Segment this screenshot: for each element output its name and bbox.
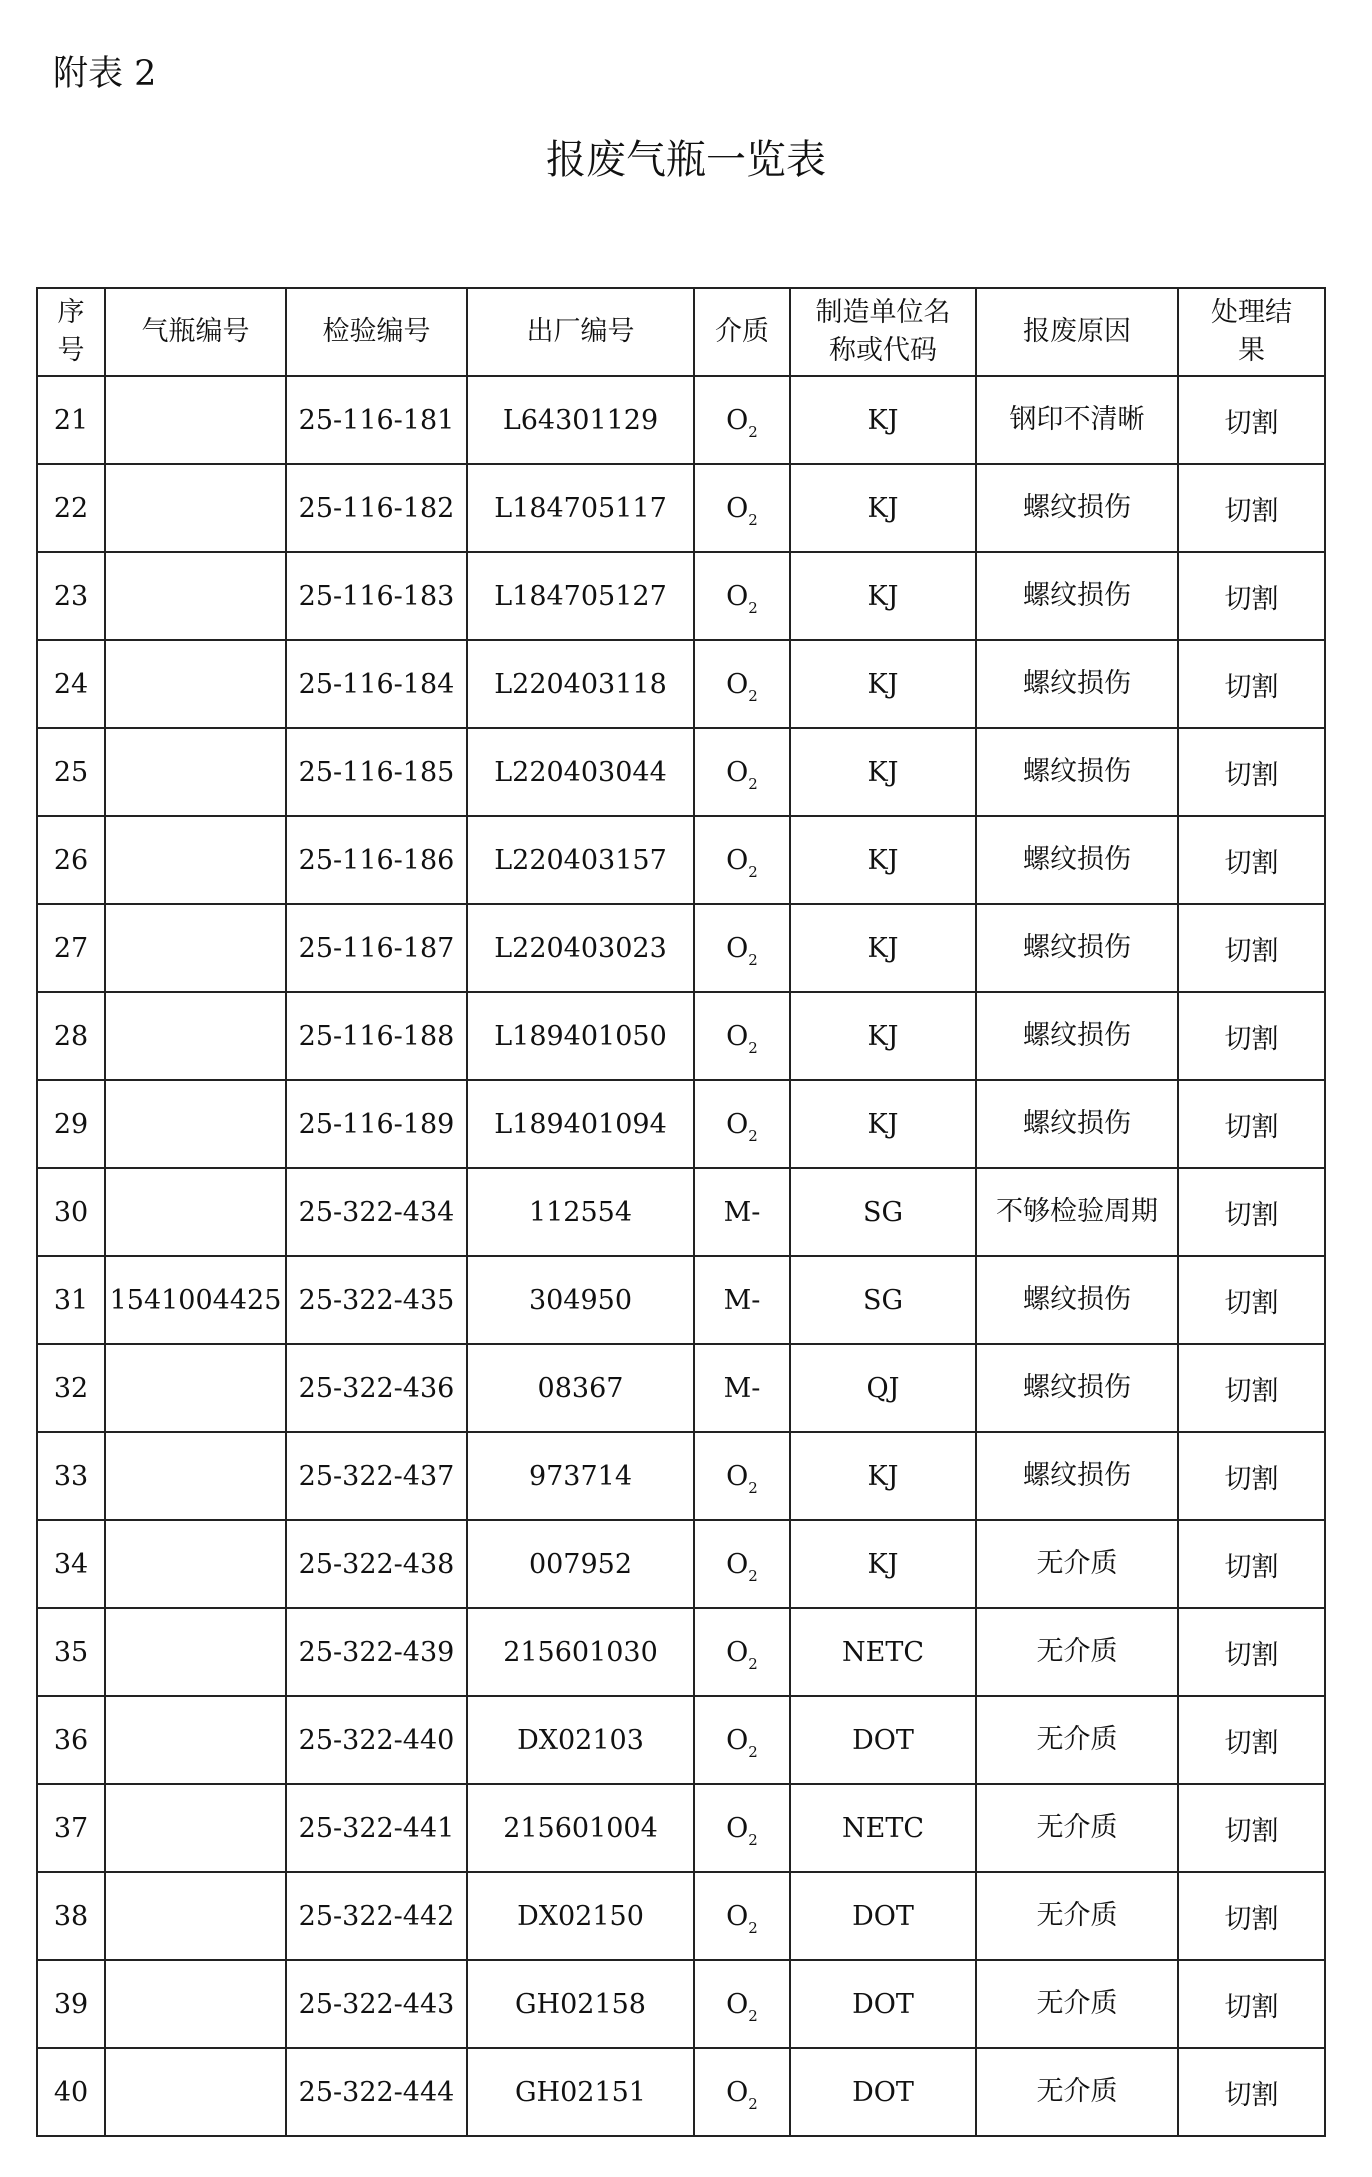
scrap-reason-cell: 螺纹损伤 bbox=[976, 1256, 1178, 1344]
result-cell: 切割 bbox=[1178, 552, 1325, 640]
factory-no-cell: L189401094 bbox=[467, 1080, 694, 1168]
inspection-no-cell: 25-322-443 bbox=[286, 1960, 467, 2048]
col-manufacturer-header: 制造单位名称或代码 bbox=[790, 288, 976, 376]
seq-cell: 24 bbox=[37, 640, 105, 728]
medium-cell bbox=[694, 2048, 790, 2136]
scrap-reason-cell: 螺纹损伤 bbox=[976, 816, 1178, 904]
scrap-reason-cell: 无介质 bbox=[976, 1784, 1178, 1872]
medium-text: O bbox=[726, 404, 749, 436]
medium-cell bbox=[694, 1256, 790, 1344]
scrap-reason-cell: 螺纹损伤 bbox=[976, 464, 1178, 552]
col-cylinder-no-header: 气瓶编号 bbox=[105, 288, 286, 376]
scrapped-cylinders-table bbox=[36, 287, 1326, 2137]
cylinder-no-cell bbox=[105, 1344, 286, 1432]
inspection-no-cell: 25-322-444 bbox=[286, 2048, 467, 2136]
table-header-row bbox=[37, 288, 1325, 376]
table-row bbox=[37, 816, 1325, 904]
cylinder-no-cell bbox=[105, 1608, 286, 1696]
cylinder-no-cell bbox=[105, 1960, 286, 2048]
medium-cell bbox=[694, 1080, 790, 1168]
scrap-reason-cell: 无介质 bbox=[976, 1872, 1178, 1960]
seq-cell: 32 bbox=[37, 1344, 105, 1432]
cylinder-no-cell bbox=[105, 1432, 286, 1520]
medium-subscript: 2 bbox=[748, 510, 758, 529]
cylinder-no-cell bbox=[105, 1872, 286, 1960]
medium-cell bbox=[694, 904, 790, 992]
inspection-no-cell: 25-322-436 bbox=[286, 1344, 467, 1432]
medium-text: O bbox=[726, 2076, 749, 2108]
medium-cell bbox=[694, 552, 790, 640]
medium-cell bbox=[694, 816, 790, 904]
manufacturer-cell: KJ bbox=[790, 992, 976, 1080]
factory-no-cell: 112554 bbox=[467, 1168, 694, 1256]
manufacturer-cell: NETC bbox=[790, 1608, 976, 1696]
result-cell: 切割 bbox=[1178, 992, 1325, 1080]
inspection-no-cell: 25-116-181 bbox=[286, 376, 467, 464]
medium-subscript: 2 bbox=[748, 950, 758, 969]
factory-no-cell: GH02158 bbox=[467, 1960, 694, 2048]
scrap-reason-cell: 螺纹损伤 bbox=[976, 552, 1178, 640]
result-cell: 切割 bbox=[1178, 1608, 1325, 1696]
medium-subscript: 2 bbox=[748, 774, 758, 793]
table-row bbox=[37, 552, 1325, 640]
medium-subscript: 2 bbox=[748, 1654, 758, 1673]
scrap-reason-cell: 螺纹损伤 bbox=[976, 992, 1178, 1080]
inspection-no-cell: 25-322-435 bbox=[286, 1256, 467, 1344]
table-row bbox=[37, 464, 1325, 552]
medium-text: M- bbox=[723, 1372, 761, 1404]
medium-cell bbox=[694, 728, 790, 816]
scrap-reason-cell: 无介质 bbox=[976, 1960, 1178, 2048]
scrap-reason-cell: 螺纹损伤 bbox=[976, 1344, 1178, 1432]
medium-subscript: 2 bbox=[748, 1478, 758, 1497]
inspection-no-cell: 25-116-188 bbox=[286, 992, 467, 1080]
factory-no-cell: L220403157 bbox=[467, 816, 694, 904]
medium-cell bbox=[694, 1344, 790, 1432]
medium-text: O bbox=[726, 1460, 749, 1492]
medium-text: O bbox=[726, 1548, 749, 1580]
manufacturer-cell: KJ bbox=[790, 816, 976, 904]
table-row bbox=[37, 1344, 1325, 1432]
manufacturer-cell: NETC bbox=[790, 1784, 976, 1872]
medium-cell bbox=[694, 376, 790, 464]
scrap-reason-cell: 螺纹损伤 bbox=[976, 904, 1178, 992]
result-cell: 切割 bbox=[1178, 1168, 1325, 1256]
medium-cell bbox=[694, 1168, 790, 1256]
inspection-no-cell: 25-322-434 bbox=[286, 1168, 467, 1256]
scrap-reason-cell: 螺纹损伤 bbox=[976, 640, 1178, 728]
factory-no-cell: 08367 bbox=[467, 1344, 694, 1432]
medium-subscript: 2 bbox=[748, 1830, 758, 1849]
seq-cell: 36 bbox=[37, 1696, 105, 1784]
result-cell: 切割 bbox=[1178, 1872, 1325, 1960]
medium-cell bbox=[694, 1608, 790, 1696]
manufacturer-cell: QJ bbox=[790, 1344, 976, 1432]
medium-subscript: 2 bbox=[748, 1566, 758, 1585]
result-cell: 切割 bbox=[1178, 1784, 1325, 1872]
factory-no-cell: L220403044 bbox=[467, 728, 694, 816]
appendix-label: 附表 2 bbox=[53, 54, 157, 94]
scrap-reason-cell: 钢印不清晰 bbox=[976, 376, 1178, 464]
seq-cell: 39 bbox=[37, 1960, 105, 2048]
medium-text: O bbox=[726, 1724, 749, 1756]
table-row bbox=[37, 2048, 1325, 2136]
factory-no-cell: L189401050 bbox=[467, 992, 694, 1080]
seq-cell: 22 bbox=[37, 464, 105, 552]
table-row bbox=[37, 904, 1325, 992]
manufacturer-cell: DOT bbox=[790, 2048, 976, 2136]
table-row bbox=[37, 1608, 1325, 1696]
scrap-reason-cell: 不够检验周期 bbox=[976, 1168, 1178, 1256]
factory-no-cell: DX02150 bbox=[467, 1872, 694, 1960]
medium-text: O bbox=[726, 1988, 749, 2020]
inspection-no-cell: 25-116-189 bbox=[286, 1080, 467, 1168]
manufacturer-cell: KJ bbox=[790, 464, 976, 552]
medium-cell bbox=[694, 992, 790, 1080]
medium-text: O bbox=[726, 580, 749, 612]
result-cell: 切割 bbox=[1178, 1256, 1325, 1344]
cylinder-no-cell bbox=[105, 1520, 286, 1608]
scrap-reason-cell: 螺纹损伤 bbox=[976, 1432, 1178, 1520]
medium-cell bbox=[694, 1872, 790, 1960]
seq-cell: 23 bbox=[37, 552, 105, 640]
cylinder-no-cell bbox=[105, 1784, 286, 1872]
result-cell: 切割 bbox=[1178, 640, 1325, 728]
manufacturer-cell: KJ bbox=[790, 904, 976, 992]
seq-cell: 30 bbox=[37, 1168, 105, 1256]
medium-text: O bbox=[726, 844, 749, 876]
factory-no-cell: L220403023 bbox=[467, 904, 694, 992]
table-row bbox=[37, 1520, 1325, 1608]
result-cell: 切割 bbox=[1178, 1344, 1325, 1432]
medium-cell bbox=[694, 640, 790, 728]
medium-text: O bbox=[726, 1900, 749, 1932]
inspection-no-cell: 25-322-437 bbox=[286, 1432, 467, 1520]
medium-text: M- bbox=[723, 1196, 761, 1228]
inspection-no-cell: 25-116-183 bbox=[286, 552, 467, 640]
medium-cell bbox=[694, 1960, 790, 2048]
inspection-no-cell: 25-116-186 bbox=[286, 816, 467, 904]
table-row bbox=[37, 1784, 1325, 1872]
medium-text: O bbox=[726, 668, 749, 700]
factory-no-cell: GH02151 bbox=[467, 2048, 694, 2136]
cylinder-no-cell: 1541004425 bbox=[105, 1256, 286, 1344]
seq-cell: 33 bbox=[37, 1432, 105, 1520]
seq-cell: 34 bbox=[37, 1520, 105, 1608]
seq-cell: 35 bbox=[37, 1608, 105, 1696]
table-row bbox=[37, 1256, 1325, 1344]
inspection-no-cell: 25-116-187 bbox=[286, 904, 467, 992]
medium-subscript: 2 bbox=[748, 1918, 758, 1937]
seq-cell: 38 bbox=[37, 1872, 105, 1960]
result-cell: 切割 bbox=[1178, 464, 1325, 552]
medium-cell bbox=[694, 1432, 790, 1520]
table-row bbox=[37, 992, 1325, 1080]
factory-no-cell: L184705127 bbox=[467, 552, 694, 640]
inspection-no-cell: 25-116-182 bbox=[286, 464, 467, 552]
result-cell: 切割 bbox=[1178, 1432, 1325, 1520]
manufacturer-cell: KJ bbox=[790, 552, 976, 640]
scrap-reason-cell: 无介质 bbox=[976, 1696, 1178, 1784]
col-factory-no-header: 出厂编号 bbox=[467, 288, 694, 376]
seq-cell: 26 bbox=[37, 816, 105, 904]
medium-text: O bbox=[726, 1108, 749, 1140]
result-cell: 切割 bbox=[1178, 376, 1325, 464]
scrap-reason-cell: 螺纹损伤 bbox=[976, 1080, 1178, 1168]
result-cell: 切割 bbox=[1178, 728, 1325, 816]
cylinder-no-cell bbox=[105, 1168, 286, 1256]
factory-no-cell: 973714 bbox=[467, 1432, 694, 1520]
table-row bbox=[37, 1696, 1325, 1784]
cylinder-no-cell bbox=[105, 728, 286, 816]
medium-text: O bbox=[726, 1636, 749, 1668]
manufacturer-cell: KJ bbox=[790, 1432, 976, 1520]
table-row bbox=[37, 1872, 1325, 1960]
col-medium-header: 介质 bbox=[694, 288, 790, 376]
page-title: 报废气瓶一览表 bbox=[546, 137, 826, 183]
factory-no-cell: L184705117 bbox=[467, 464, 694, 552]
factory-no-cell: L64301129 bbox=[467, 376, 694, 464]
result-cell: 切割 bbox=[1178, 1520, 1325, 1608]
col-result-header: 处理结果 bbox=[1178, 288, 1325, 376]
seq-cell: 37 bbox=[37, 1784, 105, 1872]
table-row bbox=[37, 640, 1325, 728]
table-row bbox=[37, 1960, 1325, 2048]
inspection-no-cell: 25-322-442 bbox=[286, 1872, 467, 1960]
manufacturer-cell: KJ bbox=[790, 728, 976, 816]
factory-no-cell: L220403118 bbox=[467, 640, 694, 728]
medium-cell bbox=[694, 1520, 790, 1608]
col-inspection-no-header: 检验编号 bbox=[286, 288, 467, 376]
seq-cell: 40 bbox=[37, 2048, 105, 2136]
seq-cell: 21 bbox=[37, 376, 105, 464]
factory-no-cell: DX02103 bbox=[467, 1696, 694, 1784]
inspection-no-cell: 25-116-184 bbox=[286, 640, 467, 728]
cylinder-no-cell bbox=[105, 640, 286, 728]
manufacturer-cell: KJ bbox=[790, 1520, 976, 1608]
medium-subscript: 2 bbox=[748, 1038, 758, 1057]
table-row bbox=[37, 1080, 1325, 1168]
scrap-reason-cell: 无介质 bbox=[976, 1520, 1178, 1608]
medium-subscript: 2 bbox=[748, 1742, 758, 1761]
cylinder-no-cell bbox=[105, 552, 286, 640]
medium-subscript: 2 bbox=[748, 2006, 758, 2025]
result-cell: 切割 bbox=[1178, 2048, 1325, 2136]
manufacturer-cell: DOT bbox=[790, 1960, 976, 2048]
table-row bbox=[37, 728, 1325, 816]
result-cell: 切割 bbox=[1178, 816, 1325, 904]
medium-subscript: 2 bbox=[748, 422, 758, 441]
medium-subscript: 2 bbox=[748, 2094, 758, 2113]
medium-text: O bbox=[726, 1812, 749, 1844]
medium-text: O bbox=[726, 492, 749, 524]
manufacturer-cell: DOT bbox=[790, 1872, 976, 1960]
factory-no-cell: 215601004 bbox=[467, 1784, 694, 1872]
inspection-no-cell: 25-322-438 bbox=[286, 1520, 467, 1608]
scrap-reason-cell: 无介质 bbox=[976, 1608, 1178, 1696]
cylinder-no-cell bbox=[105, 2048, 286, 2136]
cylinder-no-cell bbox=[105, 376, 286, 464]
seq-cell: 28 bbox=[37, 992, 105, 1080]
factory-no-cell: 215601030 bbox=[467, 1608, 694, 1696]
manufacturer-cell: KJ bbox=[790, 376, 976, 464]
cylinder-no-cell bbox=[105, 904, 286, 992]
result-cell: 切割 bbox=[1178, 904, 1325, 992]
inspection-no-cell: 25-322-439 bbox=[286, 1608, 467, 1696]
table-row bbox=[37, 1432, 1325, 1520]
medium-text: O bbox=[726, 932, 749, 964]
result-cell: 切割 bbox=[1178, 1080, 1325, 1168]
cylinder-no-cell bbox=[105, 992, 286, 1080]
inspection-no-cell: 25-116-185 bbox=[286, 728, 467, 816]
table-row bbox=[37, 1168, 1325, 1256]
manufacturer-cell: SG bbox=[790, 1168, 976, 1256]
seq-cell: 29 bbox=[37, 1080, 105, 1168]
manufacturer-cell: KJ bbox=[790, 1080, 976, 1168]
medium-cell bbox=[694, 1784, 790, 1872]
seq-cell: 25 bbox=[37, 728, 105, 816]
medium-text: M- bbox=[723, 1284, 761, 1316]
manufacturer-cell: SG bbox=[790, 1256, 976, 1344]
medium-subscript: 2 bbox=[748, 686, 758, 705]
scrap-reason-cell: 螺纹损伤 bbox=[976, 728, 1178, 816]
cylinder-no-cell bbox=[105, 464, 286, 552]
result-cell: 切割 bbox=[1178, 1696, 1325, 1784]
medium-text: O bbox=[726, 1020, 749, 1052]
seq-cell: 27 bbox=[37, 904, 105, 992]
inspection-no-cell: 25-322-440 bbox=[286, 1696, 467, 1784]
medium-cell bbox=[694, 464, 790, 552]
scrap-reason-cell: 无介质 bbox=[976, 2048, 1178, 2136]
medium-text: O bbox=[726, 756, 749, 788]
inspection-no-cell: 25-322-441 bbox=[286, 1784, 467, 1872]
col-scrap-reason-header: 报废原因 bbox=[976, 288, 1178, 376]
medium-subscript: 2 bbox=[748, 1126, 758, 1145]
cylinder-no-cell bbox=[105, 1080, 286, 1168]
seq-cell: 31 bbox=[37, 1256, 105, 1344]
factory-no-cell: 304950 bbox=[467, 1256, 694, 1344]
manufacturer-cell: DOT bbox=[790, 1696, 976, 1784]
manufacturer-cell: KJ bbox=[790, 640, 976, 728]
factory-no-cell: 007952 bbox=[467, 1520, 694, 1608]
table-row bbox=[37, 376, 1325, 464]
cylinder-no-cell bbox=[105, 1696, 286, 1784]
result-cell: 切割 bbox=[1178, 1960, 1325, 2048]
cylinder-no-cell bbox=[105, 816, 286, 904]
medium-cell bbox=[694, 1696, 790, 1784]
medium-subscript: 2 bbox=[748, 598, 758, 617]
col-seq-header: 序号 bbox=[37, 288, 105, 376]
medium-subscript: 2 bbox=[748, 862, 758, 881]
